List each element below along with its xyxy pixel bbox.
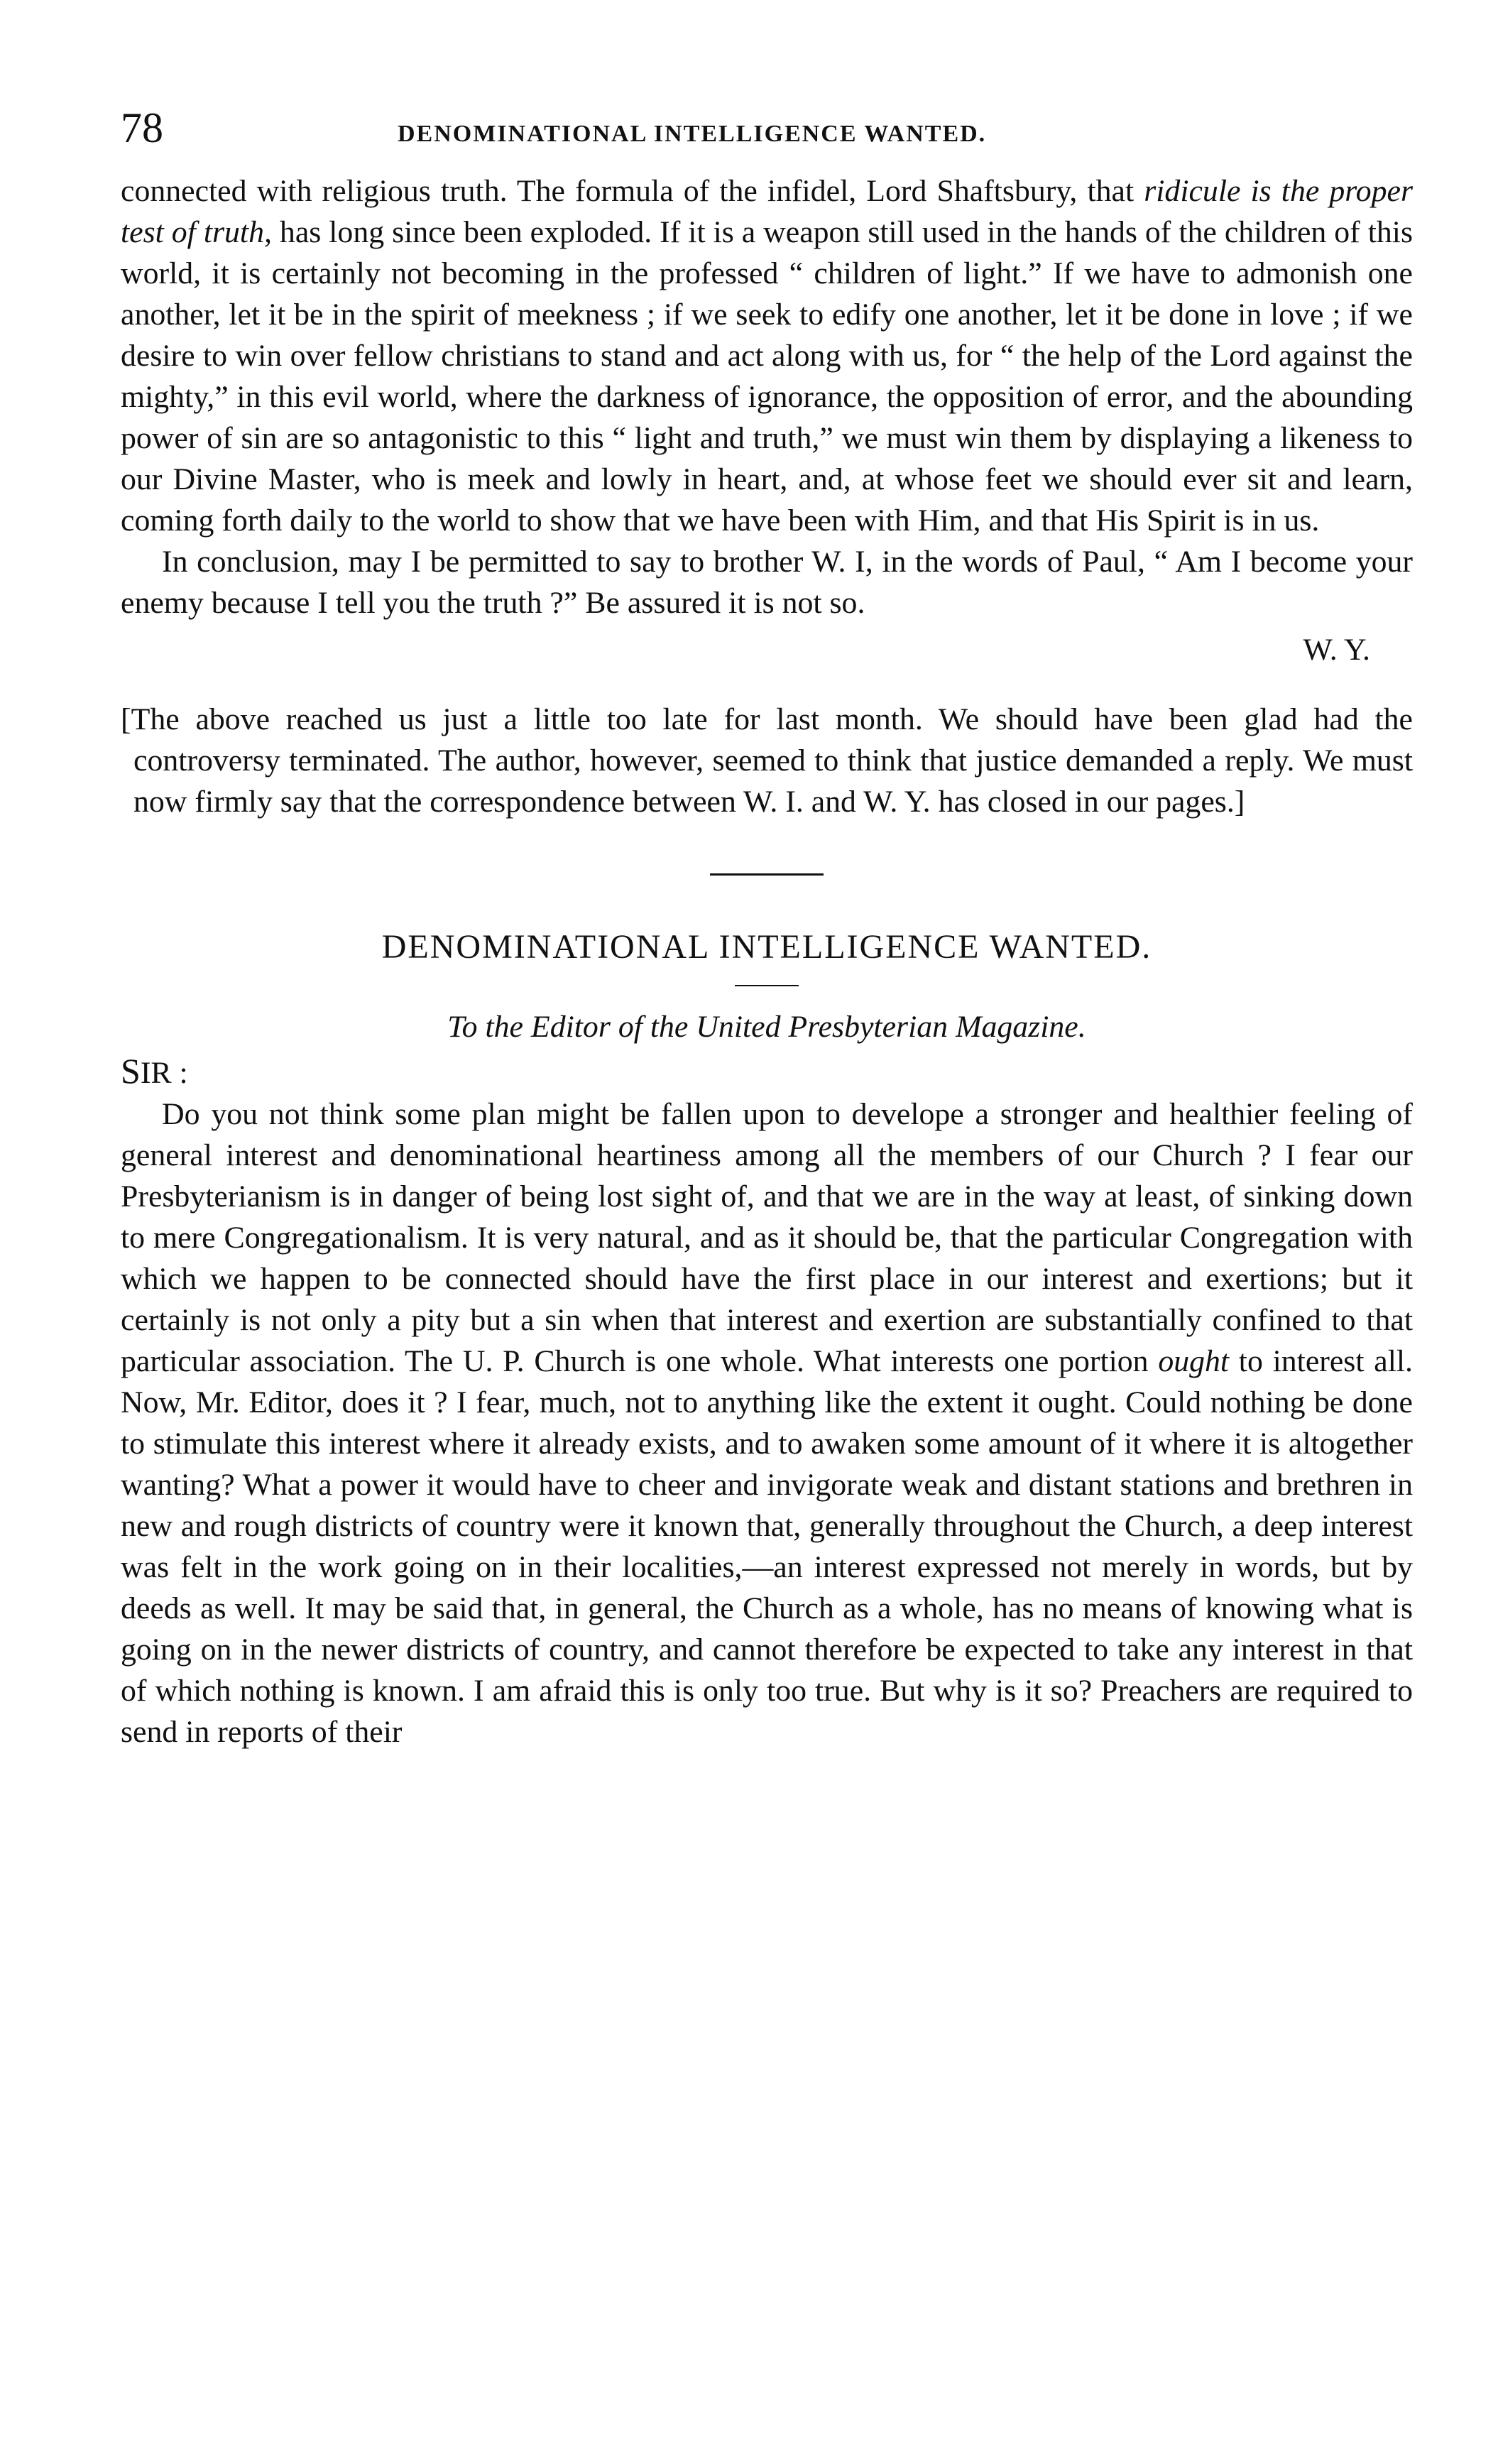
page xyxy=(121,104,1413,1752)
text-run: Do you not think some plan might be fallen upon to develope a stronger and healthier feeling of general interest and denominational heartiness among all the members of our Church ? I fear our Presbyterianism is in danger of being lost sight of, and that we are in the way at least, of sinking down to mere Congregationalism. It is very natural, and as it should be, that the particular Congregation with which we happen to be connected should have the first place in our interest and exertions; but it certainly is not only a pity but a sin when that interest and exertion are substantially confined to that particular association. The U. P. Church is one whole. What interests one portion xyxy=(121,1097,1413,1378)
page-number: 78 xyxy=(121,104,163,151)
salutation-initial: S xyxy=(121,1051,141,1091)
text-run: to interest all. Now, Mr. Editor, does it ? I fear, much, not to anything like the extent it ought. Could nothing be done to stimulate this interest where it already exists, and to awaken some amount of it where it is altogether wanting? What a power it would have to cheer and invigorate weak and distant stations and brethren in new and rough districts of country were it known that, generally throughout the Church, a deep interest was felt in the work going on in their localities,—an interest expressed not merely in words, but by deeds as well. It may be said that, in general, the Church as a whole, has no means of knowing what is going on in the newer districts of country, and cannot therefore be expected to take any interest in that of which nothing is known. I am afraid this is only too true. But why is it so? Preachers are required to send in reports of their xyxy=(121,1344,1413,1749)
article-paragraph-1 xyxy=(121,1094,1413,1752)
italic-run: ridicule is the proper test of truth, xyxy=(121,174,1413,249)
addressee-line: To the Editor of the United Presbyterian Magazine. xyxy=(447,1010,1086,1044)
running-head xyxy=(121,104,1413,170)
salutation xyxy=(121,1050,1413,1094)
text-run: connected with religious truth. The formula of the infidel, Lord Shaftsbury, that xyxy=(121,174,1144,208)
signature: W. Y. xyxy=(1303,633,1370,667)
salutation-rest: IR : xyxy=(140,1056,188,1090)
prev-article-paragraph-2: In conclusion, may I be permitted to say to brother W. I, in the words of Paul, “ Am I become your enemy because I tell you the truth ?” Be assured it is not so. xyxy=(121,545,1413,620)
heading-rule xyxy=(735,985,799,986)
editor-note: [The above reached us just a little too late for last month. We should have been glad had the controversy terminated. The author, however, seemed to think that justice demanded a reply. We must now firmly say that the correspondence between W. I. and W. Y. has closed in our pages.] xyxy=(121,702,1413,819)
running-title: DENOMINATIONAL INTELLIGENCE WANTED. xyxy=(398,121,987,147)
text-run: has long since been exploded. If it is a weapon still used in the hands of the children of this world, it is certainly not becoming in the professed “ children of light.” If we have to admonish one another, let it be in the spirit of meekness ; if we seek to edify one another, let it be done in love ; if we desire to win over fellow christians to stand and act along with us, for “ the help of the Lord against the mighty,” in this evil world, where the darkness of ignorance, the opposition of error, and the abounding power of sin are so antagonistic to this “ light and truth,” we must win them by displaying a likeness to our Divine Master, who is meek and lowly in heart, and, at whose feet we should ever sit and learn, coming forth daily to the world to show that we have been with Him, and that His Spirit is in us. xyxy=(121,215,1413,538)
italic-run: ought xyxy=(1158,1344,1230,1378)
article-heading: DENOMINATIONAL INTELLIGENCE WANTED. xyxy=(381,928,1152,966)
prev-article-paragraph-1 xyxy=(121,170,1413,541)
section-divider xyxy=(710,873,824,876)
